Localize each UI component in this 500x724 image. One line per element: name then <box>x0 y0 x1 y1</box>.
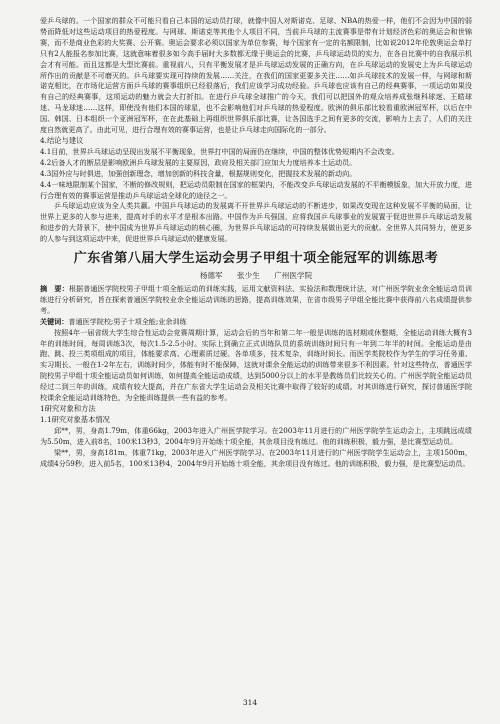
body-paragraph: 爱乒乓球的。一个国家的群众不可能只看自己本国的运动员打球，就像中国人对斯诺克、足球、NBA的热爱一样，他们不会因为中国的弱势而降低对这些运动项目的热爱程度。与网球、斯诺克等其他个人项目不同，当前乒乓球的主流赛事是带有计划经济色彩的奥运会和世锦赛，而不是商业色彩的大奖赛、公开赛。奥运会要求必须以国家为单位参赛，每个国家有一定的名额限制，比如说2012年伦敦奥运会单打只有2人能报名参加比赛，这就意味着很多如今高手届时大多数都无缘于奥运会的比赛，乒乓球运动员的实力，在各自比赛中的自我展示机会才有可能。而且这都是大型比赛前。重视前八，只有平衡发展才是乒乓球运动发展的正确方向，在乒乓球运动的发展史上为乒乓球运动所作出的贡献是不可磨灭的。乒乓球要实现可持续的发展……关注，在我们的国家更要多关注……如乒乓球技术的发展一样，与网球和斯诺克相比，在市场化运营方面乒乓球的赛事组织已经很落后，我们应该学习成功经验。乒乓球也应该有自己的经典赛事，一项运动如果没有自己的经典赛事，这项运动的魅力就会大打折扣。在进行乒乓球全球推广的今天，我们可以把国外的观众培养成张继科球迷、王皓球迷、马龙球迷……这样，即使没有他们本国的球星，也不会影响他们对乒乓球的热爱程度。欧洲的俱乐部比较看重欧洲冠军杯，以后在中国、韩国、日本组织一个亚洲冠军杯，在在此基础上再组织世界俱乐部比赛，让各国选手之间有更多的交流，影响力上去了，人们的关注度自然就更高了。由此可见，进行合理有效的赛事运营，也是让乒乓球走向国际化的一部分。 <box>40 16 472 135</box>
abstract <box>40 284 472 317</box>
subject-description: 梁**，男，身高181m，体重71kg，2003年进入广州医学院学习。在2003年11月进行的广州医学院学生运动会上，主项1500m，成绩4分59秒，进入前5名，100米13秒4，2004年9月开始练十项全能，其余项目没有练过。他的训练积极，毅力强，是比赛型运动员。 <box>40 447 472 468</box>
section-heading-1: 1研究对象和方法 <box>40 404 96 413</box>
author-line <box>40 270 472 281</box>
closing-paragraph: 乒乓球运动应该为全人类共赢。中国乒乓球运动的发展离不开世界乒乓球运动的不断进步，如果改变现在这种发展不平衡的局面，让世界上更多的人参与进来，提高对手的水平才是根本出路。中国作为乒乓强国，应将我国乒乓球事业的发展置于促进世界乒乓球运动发展和进步的大背景下，使中国成为世界乒乓球运动的核心圈，为世界乒乓球运动的可持续发展做出更大的贡献。全世界人共同努力，使更多的人参与到这项运动中来，促进世界乒乓球运动的健康发展。 <box>40 201 472 244</box>
recommendation-item: 4.4一味地限制某个国家，不断的修改规则，把运动员限制在国家的框架内，不能改变乒乓球运动发展的不平衡模版象，加大开放力度，进行合理有效的赛事运营是推动乒乓球运动全球化的途径之一。 <box>40 179 472 200</box>
text-column <box>40 16 472 469</box>
abstract-text: 根据普通医学院校男子甲组十项全能运动的训练实践，运用文献资料法、实验法和数理统计法，对广州医学院业余全能运动员训练进行分析研究，旨在探索普通医学院校业余全能运动训练的思路，提高训练效果，在省市级男子甲组全能比赛中获得前八名成绩提供参考。 <box>40 284 473 315</box>
author-name: 杨德军 <box>199 271 223 281</box>
subject-description: 邱**，男，身高1.79m，体重66kg，2003年进入广州医学院学习。在2003年11月进行的广州医学院学生运动会上，主项跳远成绩为5.50m，进入前8名，100米13秒3，2004年9月开始练十项全能，其余项目没有练过。他的训练积极，毅力强，是比赛型运动员。 <box>40 425 472 446</box>
author-name: 张少生 <box>237 271 260 281</box>
keywords-text: 普通医学院校;男子十项全能;业余训练 <box>68 316 187 326</box>
page-number: 314 <box>242 698 258 707</box>
recommendation-item: 4.1目前，世界乒乓球运动呈现出发展不平衡现象，世界打中国的局面仍在继续，中国的整体优势短期内不会改变。 <box>40 146 399 156</box>
recommendation-item: 4.2后备人才的断层是影响欧洲乒乓球发展的主要原因，政府及相关部门应加大力度培养本土运动员。 <box>40 157 357 167</box>
article-title: 广东省第八届大学生运动会男子甲组十项全能冠军的训练思考 <box>73 251 439 267</box>
keywords <box>40 317 472 328</box>
keywords-label: 关键词： <box>40 316 69 326</box>
intro-paragraph: 按照4年一届省级大学生综合性运动会竞赛周期计算，运动会后的当年和第二年一般是训练的选材期或休整期，全能运动训练大概有3年的训练时间，每周训练3次，每次1.5-2.5小时。实际上到确立正式训练队员的系统训练时间只有一年到二年半的时间。全能运动是由跑、跳、投三类项组成的项目，体能要求高、心理素质过硬、各单项多，技术复杂，训练时间长。而医学类院校作为学生的学习任务重、实习期长、一般在1-2年左右，训练时间少，体能有时不能保障，这就对课余全能运动的训练带来很多不利因素。针对这些特点，普通医学院校男子甲组十项全能运动员如何训练，如何提高全能运动成绩，达到5000分以上的水平是教练员们比较关心的。广州医学院全能运动员经过二到三年的训练，成绩有较大提高，并在广东省大学生运动会及相关比赛中取得了较好的成绩。对其训练进行研究，探讨普通医学院校课余全能运动训练特色，为全能训练提供一些有益的参考。 <box>40 327 472 403</box>
author-affiliation: 广州医学院 <box>274 271 313 281</box>
section-heading-1-1: 1.1研究对象基本情况 <box>40 414 110 424</box>
section-heading-conclusion: 4.结论与建议 <box>40 135 84 145</box>
abstract-label: 摘 要： <box>40 284 69 294</box>
recommendation-item: 4.3国外应与时俱进，加强创新理念，增加创新的科技含量，根据规则变化，把握技术发展的新动向。 <box>40 168 357 178</box>
